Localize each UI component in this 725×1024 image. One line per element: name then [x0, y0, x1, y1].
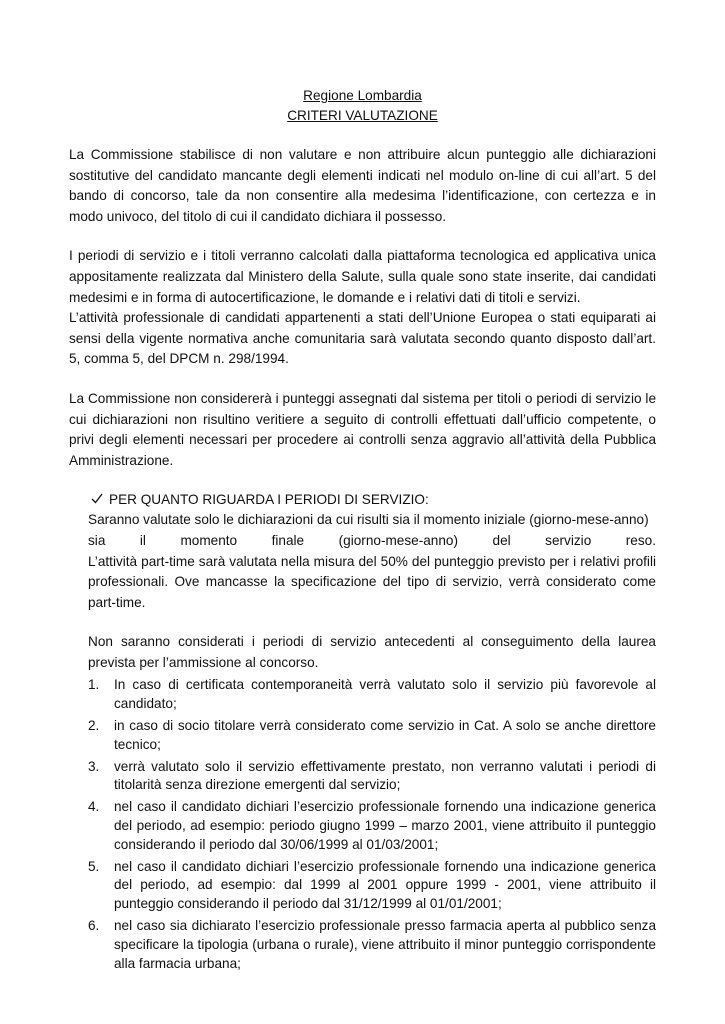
region-title: Regione Lombardia	[303, 88, 422, 103]
section-line-1: Saranno valutate solo le dichiarazioni da cui risulti sia il momento iniziale (giorno-mese-anno)	[88, 512, 649, 528]
paragraph-4: La Commissione non considererà i punteggi assegnati dal sistema per titoli o periodi di servizio le cui dichiarazioni non risultino veritiere a seguito di controlli effettuati dall’ufficio competente, o privi degli elementi necessari per procedere ai controlli senza aggravio all’attività della Pubblica Amministrazione.	[69, 390, 656, 468]
section-line-3: L’attività part-time sarà valutata nella misura del 50% del punteggio previsto per i relativi profili professionali. Ove mancasse la specificazione del tipo di servizio, verrà considerato come part-time.	[88, 553, 656, 610]
service-periods-section	[88, 490, 656, 973]
paragraph-1: La Commissione stabilisce di non valutare e non attribuire alcun punteggio alle dichiarazioni sostitutive del candidato mancante degli elementi indicati nel modulo on-line di cui all’art. 5 del bando di concorso, tale da non consentire alla medesima l’identificazione, con certezza e in modo univoco, del titolo di cui il candidato dichiara il possesso.	[69, 147, 656, 224]
paragraph-3: L’attività professionale di candidati appartenenti a stati dell’Unione Europea o stati equiparati ai sensi della vigente normativa anche comunitaria sarà valutata secondo quanto disposto dall’art. 5, comma 5, del DPCM n. 298/1994.	[69, 310, 656, 367]
paragraph-2: I periodi di servizio e i titoli verranno calcolati dalla piattaforma tecnologica ed applicativa unica appositamente realizzata dal Ministero della Salute, sulla quale sono state inserite, dai candidati medesimi e in forma di autocertificazione, le domande e i relativi dati di titoli e servizi.	[69, 248, 656, 305]
list-item: 2. in caso di socio titolare verrà considerato come servizio in Cat. A solo se anche direttore tecnico;	[88, 718, 656, 752]
list-item: 1. In caso di certificata contemporaneità verrà valutato solo il servizio più favorevole al candidato;	[88, 677, 656, 712]
checkmark-icon	[91, 493, 109, 504]
section-heading: PER QUANTO RIGUARDA I PERIODI DI SERVIZIO:	[109, 492, 429, 508]
list-item: 6. nel caso sia dichiarato l’esercizio professionale presso farmacia aperta al pubblico senza specificare la tipologia (urbana o rurale), viene attribuito il minor punteggio corrispondente alla farmacia urbana;	[88, 918, 656, 971]
document-page	[69, 86, 656, 973]
list-item: 5. nel caso il candidato dichiari l’esercizio professionale fornendo una indicazione generica del periodo, ad esempio: dal 1999 al 2001 oppure 1999 - 2001, viene attribuito il punteggio considerando il periodo dal 31/12/1999 al 01/01/2001;	[88, 858, 656, 912]
criteria-list	[88, 676, 656, 973]
section-intro: Non saranno considerati i periodi di servizio antecedenti al conseguimento della laurea prevista per l’ammissione al concorso.	[88, 634, 656, 670]
list-item: 4. nel caso il candidato dichiari l’esercizio professionale fornendo una indicazione generica del periodo, ad esempio: periodo giugno 1999 – marzo 2001, viene attribuito il punteggio considerando il periodo dal 30/06/1999 al 01/03/2001;	[88, 799, 656, 852]
section-heading-row	[88, 490, 656, 510]
list-item: 3. verrà valutato solo il servizio effettivamente prestato, non verranno valutati i periodi di titolarità senza direzione emergenti dal servizio;	[88, 758, 656, 793]
document-title: CRITERI VALUTAZIONE	[287, 108, 438, 123]
section-line-2: sia il momento finale (giorno-mese-anno) del servizio reso.	[88, 532, 656, 548]
